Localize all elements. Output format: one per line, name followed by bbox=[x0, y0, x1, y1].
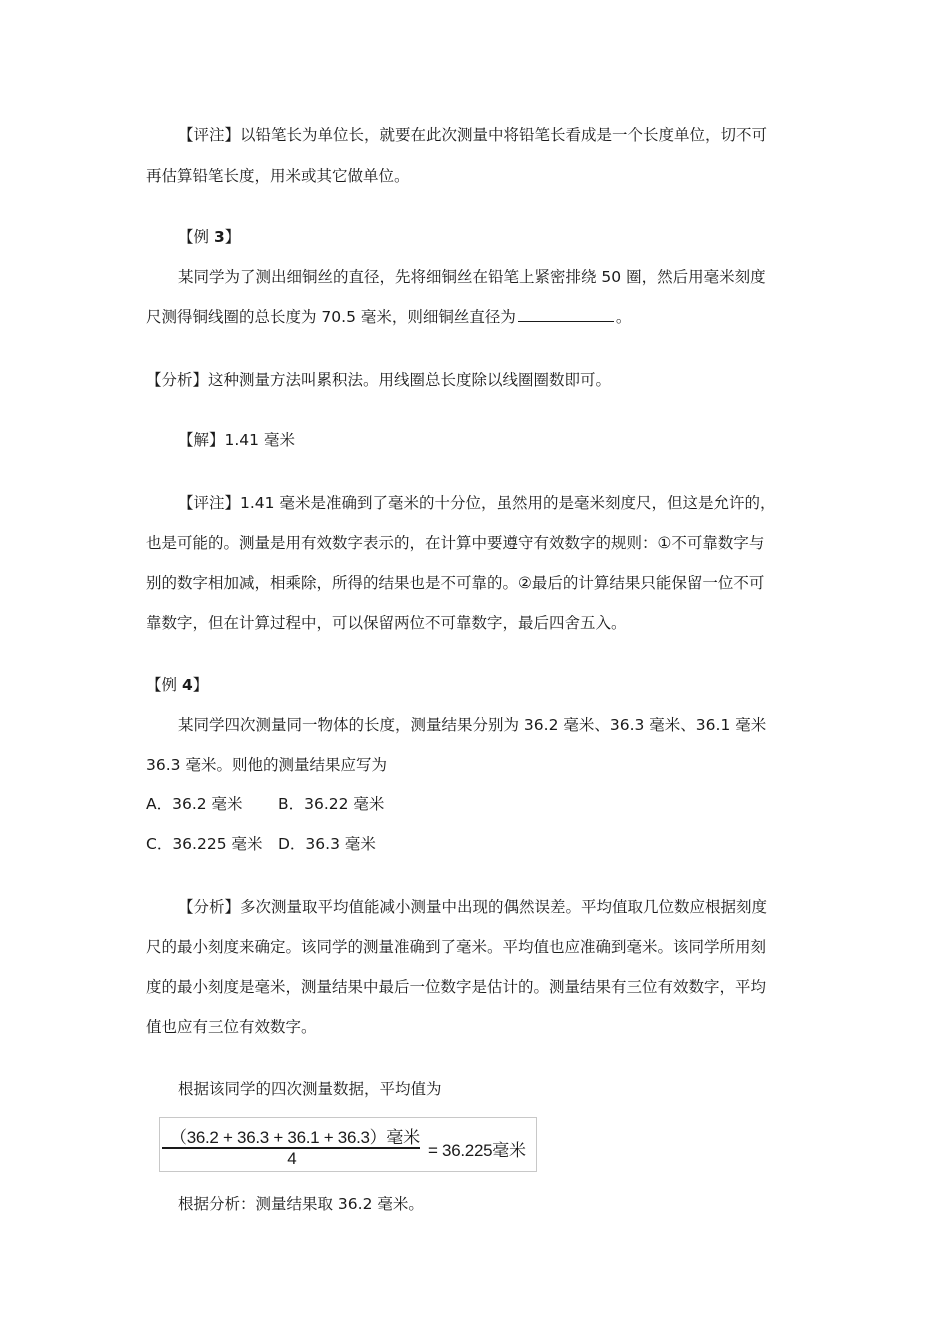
comment-3-line-1: 【评注】1.41 毫米是准确到了毫米的十分位，虽然用的是毫米刻度尺，但这是允许的， bbox=[178, 494, 776, 512]
formula-numerator: （36.2 + 36.3 + 36.1 + 36.3）毫米 bbox=[170, 1128, 420, 1147]
example-number: 4 bbox=[181, 676, 193, 694]
comment-3-line-4: 靠数字，但在计算过程中，可以保留两位不可靠数字，最后四舍五入。 bbox=[146, 614, 627, 632]
option-c: C．36.225 毫米 bbox=[146, 835, 263, 853]
option-d: D．36.3 毫米 bbox=[278, 835, 376, 853]
conclusion: 根据分析：测量结果取 36.2 毫米。 bbox=[178, 1195, 424, 1213]
question-3-period: 。 bbox=[615, 308, 632, 326]
option-b: B．36.22 毫米 bbox=[278, 795, 385, 813]
example-bracket-open: 【例 bbox=[178, 228, 214, 246]
question-3-text: 尺测得铜线圈的总长度为 70.5 毫米，则细铜丝直径为 bbox=[146, 308, 516, 326]
options-row-2 bbox=[146, 833, 376, 855]
example-bracket-open: 【例 bbox=[146, 676, 182, 694]
question-3-line-2 bbox=[146, 306, 631, 328]
example-4-heading bbox=[146, 674, 208, 696]
options-row-1 bbox=[146, 793, 384, 815]
analysis-4-line-2: 尺的最小刻度来确定。该同学的测量准确到了毫米。平均值也应准确到毫米。该同学所用刻 bbox=[146, 938, 767, 956]
question-4-line-2: 36.3 毫米。则他的测量结果应写为 bbox=[146, 756, 387, 774]
example-bracket-close: 】 bbox=[192, 676, 209, 694]
analysis-4-line-1: 【分析】多次测量取平均值能减小测量中出现的偶然误差。平均值取几位数应根据刻度 bbox=[178, 898, 768, 916]
formula-denominator: 4 bbox=[287, 1149, 297, 1168]
average-formula-image bbox=[159, 1117, 537, 1172]
analysis-4-line-4: 值也应有三位有效数字。 bbox=[146, 1018, 317, 1036]
analysis-4-line-3: 度的最小刻度是毫米，测量结果中最后一位数字是估计的。测量结果有三位有效数字，平均 bbox=[146, 978, 767, 996]
formula-result: = 36.225毫米 bbox=[428, 1141, 526, 1160]
example-number: 3 bbox=[213, 228, 225, 246]
answer-blank bbox=[518, 307, 614, 322]
comment-3-line-2: 也是可能的。测量是用有效数字表示的，在计算中要遵守有效数字的规则：①不可靠数字与 bbox=[146, 534, 765, 552]
formula-fraction bbox=[160, 1118, 424, 1171]
analysis-3: 【分析】这种测量方法叫累积法。用线圈总长度除以线圈圈数即可。 bbox=[146, 371, 612, 389]
question-4-line-1: 某同学四次测量同一物体的长度，测量结果分别为 36.2 毫米、36.3 毫米、36.1 毫米 bbox=[178, 716, 767, 734]
solution-3: 【解】1.41 毫米 bbox=[178, 431, 295, 449]
average-intro: 根据该同学的四次测量数据，平均值为 bbox=[178, 1080, 442, 1098]
comment-line-1: 【评注】以铅笔长为单位长，就要在此次测量中将铅笔长看成是一个长度单位，切不可 bbox=[178, 126, 768, 144]
question-3-line-1: 某同学为了测出细铜丝的直径，先将细铜丝在铅笔上紧密排绕 50 圈，然后用毫米刻度 bbox=[178, 268, 766, 286]
example-3-heading bbox=[178, 226, 240, 248]
option-a: A．36.2 毫米 bbox=[146, 795, 243, 813]
comment-3-line-3: 别的数字相加减，相乘除，所得的结果也是不可靠的。②最后的计算结果只能保留一位不可 bbox=[146, 574, 765, 592]
comment-line-2: 再估算铅笔长度，用米或其它做单位。 bbox=[146, 167, 410, 185]
example-bracket-close: 】 bbox=[224, 228, 241, 246]
